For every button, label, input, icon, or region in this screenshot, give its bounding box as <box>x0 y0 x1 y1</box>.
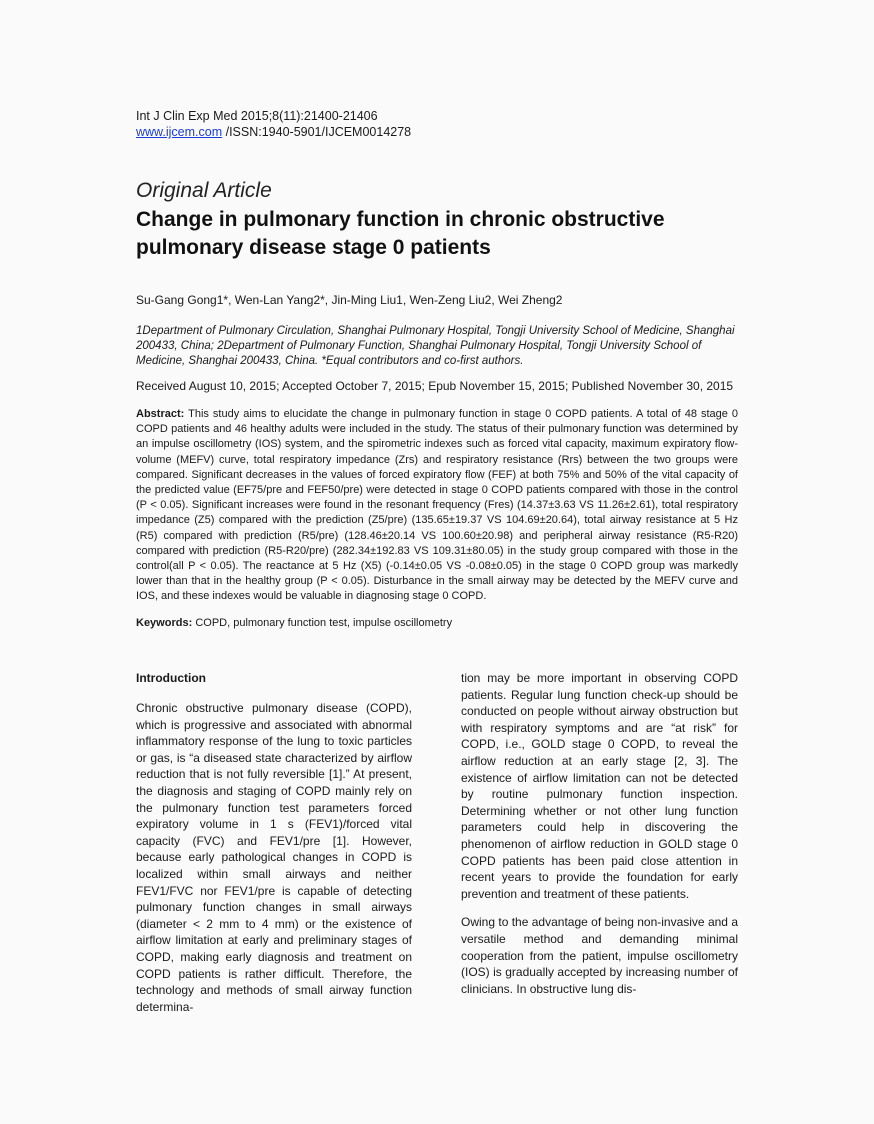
article-title: Change in pulmonary function in chronic obstructive pulmonary disease stage 0 patients <box>136 208 665 259</box>
intro-paragraph-1-continued: tion may be more important in observing COPD patients. Regular lung function check-up should be conducted on people without airway obstruction but with respiratory symptoms and are “at risk” for COPD, i.e., GOLD stage 0 COPD, to reveal the airflow reduction at an early stage [2, 3]. The existence of airflow limitation can not be detected by routine pulmonary function inspection. Determining whether or not other lung function parameters could help in discovering the phenomenon of airflow reduction in GOLD stage 0 COPD patients has been paid close attention in recent years to provide the foundation for early prevention and treatment of these patients. <box>461 671 738 901</box>
keywords <box>136 616 738 631</box>
publication-history: Received August 10, 2015; Accepted October 7, 2015; Epub November 15, 2015; Published November 30, 2015 <box>136 379 734 393</box>
issn-text: /ISSN:1940-5901/IJCEM0014278 <box>222 125 412 139</box>
left-column <box>136 670 412 1027</box>
affiliations: 1Department of Pulmonary Circulation, Shanghai Pulmonary Hospital, Tongji University School of Medicine, Shanghai 200433, China; 2Department of Pulmonary Function, Shanghai Pulmonary Hospital, Tongji University School of Medicine, Shanghai 200433, China. *Equal contributors and co-first authors. <box>136 325 735 367</box>
abstract <box>136 407 738 605</box>
keywords-text: COPD, pulmonary function test, impulse oscillometry <box>195 616 453 629</box>
abstract-text: This study aims to elucidate the change in pulmonary function in stage 0 COPD patients. A total of 48 stage 0 COPD patients and 46 healthy adults were included in the study. The status of their pulmonary function was determined by an impulse oscillometry (IOS) system, and the spirometric indexes such as forced vital capacity, maximum expiratory flow-volume (MEFV) curve, total respiratory impedance (Zrs) and respiratory resistance (Rrs) between the two groups were compared. Significant decreases in the values of forced expiratory flow (FEF) at both 75% and 50% of the vital capacity of the predicted value (EF75/pre and FEF50/pre) were detected in stage 0 COPD patients compared with those in the control (P < 0.05). Significant increases were found in the resonant frequency (Fres) (14.37±3.63 VS 11.26±2.61), total respiratory impedance (Z5) compared with the prediction (Z5/pre) (135.65±19.37 VS 104.69±20.64), total airway resistance at 5 Hz (R5) compared with prediction (R5/pre) (128.46±20.14 VS 100.60±20.98) and peripheral airway resistance (R5-R20) compared with prediction (R5-R20/pre) (282.34±192.83 VS 109.31±80.05) in the study group compared with those in the control(all P < 0.05). The reactance at 5 Hz (X5) (-0.14±0.05 VS -0.08±0.05) in the stage 0 COPD group was markedly lower than that in the healthy group (P < 0.05). Disturbance in the small airway may be detected by the MEFV curve and IOS, and these indexes would be valuable in diagnosing stage 0 COPD. <box>136 408 739 603</box>
abstract-label: Abstract: <box>136 408 185 420</box>
intro-paragraph-2: Owing to the advantage of being non-invasive and a versatile method and demanding minimal cooperation from the patient, impulse oscillometry (IOS) is gradually accepted by increasing number of clinicians. In obstructive lung dis- <box>461 915 738 996</box>
journal-citation: Int J Clin Exp Med 2015;8(11):21400-21406 <box>136 109 378 123</box>
intro-paragraph-1: Chronic obstructive pulmonary disease (COPD), which is progressive and associated with abnormal inflammatory response of the lung to toxic particles or gas, is “a diseased state characterized by airflow reduction that is not fully reversible [1].” At present, the diagnosis and staging of COPD mainly rely on the pulmonary function test parameters forced expiratory volume in 1 s (FEV1)/forced vital capacity (FVC) and FEV1/pre [1]. However, because early pathological changes in COPD is localized within small airways and neither FEV1/FVC nor FEV1/pre is capable of detecting pulmonary function changes in small airways (diameter < 2 mm to 4 mm) or the existence of airflow limitation at early and preliminary stages of COPD, making early diagnosis and treatment on COPD patients is rather difficult. Therefore, the technology and methods of small airway function determina- <box>136 701 412 1014</box>
right-column <box>461 670 738 1009</box>
section-heading-introduction: Introduction <box>136 671 206 685</box>
journal-url-line <box>136 124 738 140</box>
journal-website-link[interactable]: www.ijcem.com <box>136 125 223 139</box>
article-type: Original Article <box>136 179 272 202</box>
article-front-matter <box>136 108 738 631</box>
author-list: Su-Gang Gong1*, Wen-Lan Yang2*, Jin-Ming Liu1, Wen-Zeng Liu2, Wei Zheng2 <box>136 293 563 307</box>
keywords-label: Keywords: <box>136 616 193 629</box>
